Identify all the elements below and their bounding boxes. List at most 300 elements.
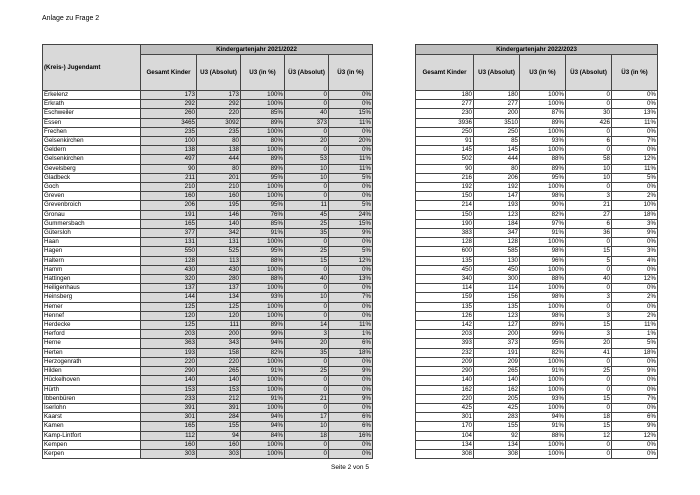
cell-2022-col3: 100% — [520, 302, 566, 311]
cell-2021-col4: 0 — [285, 440, 329, 449]
cell-2021-col1: 430 — [141, 265, 197, 274]
cell-2021-col3: 85% — [241, 109, 285, 118]
cell-2021-col1: 3465 — [141, 118, 197, 127]
table-row — [43, 431, 373, 440]
cell-2022-col5: 9% — [612, 367, 658, 376]
cell-2021-col2: 155 — [197, 422, 241, 431]
cell-2022-col3: 98% — [520, 311, 566, 320]
cell-2022-col3: 91% — [520, 229, 566, 238]
cell-2022-col5: 0% — [612, 284, 658, 293]
cell-2022-col4: 58 — [566, 155, 612, 164]
cell-2022-col1: 203 — [416, 330, 474, 339]
cell-2021-col1: 125 — [141, 321, 197, 330]
cell-2021-col3: 100% — [241, 440, 285, 449]
table-row — [43, 265, 373, 274]
cell-2022-col4: 0 — [566, 127, 612, 136]
cell-2021-col1: 138 — [141, 146, 197, 155]
cell-2022-col1: 104 — [416, 431, 474, 440]
table-row — [416, 238, 658, 247]
cell-2022-col1: 114 — [416, 284, 474, 293]
table-row — [416, 293, 658, 302]
col-u3-abs: U3 (Absolut) — [197, 55, 241, 91]
table-row — [416, 146, 658, 155]
cell-2022-col3: 98% — [520, 293, 566, 302]
cell-2022-col5: 7% — [612, 137, 658, 146]
table-row — [43, 321, 373, 330]
cell-2022-col1: 128 — [416, 238, 474, 247]
cell-2021-col5: 0% — [329, 302, 373, 311]
table-row — [43, 210, 373, 219]
cell-2022-col2: 128 — [474, 238, 520, 247]
table-row — [43, 385, 373, 394]
cell-2022-col3: 89% — [520, 164, 566, 173]
cell-2021-col4: 0 — [285, 311, 329, 320]
jugendamt-name: Frechen — [43, 127, 141, 136]
cell-2021-col3: 88% — [241, 275, 285, 284]
cell-2021-col3: 100% — [241, 403, 285, 412]
table-row — [416, 403, 658, 412]
table-row — [416, 348, 658, 357]
cell-2022-col5: 0% — [612, 265, 658, 274]
table-row — [43, 394, 373, 403]
cell-2022-col1: 216 — [416, 173, 474, 182]
cell-2021-col3: 100% — [241, 385, 285, 394]
cell-2022-col1: 383 — [416, 229, 474, 238]
cell-2022-col5: 6% — [612, 413, 658, 422]
cell-2022-col1: 600 — [416, 247, 474, 256]
cell-2021-col4: 20 — [285, 339, 329, 348]
table-row — [416, 440, 658, 449]
cell-2022-col5: 4% — [612, 256, 658, 265]
cell-2022-col4: 0 — [566, 403, 612, 412]
cell-2022-col3: 82% — [520, 210, 566, 219]
cell-2022-col3: 100% — [520, 100, 566, 109]
cell-2022-col1: 134 — [416, 440, 474, 449]
cell-2021-col1: 320 — [141, 275, 197, 284]
cell-2021-col2: 195 — [197, 201, 241, 210]
cell-2022-col4: 0 — [566, 183, 612, 192]
cell-2022-col3: 89% — [520, 118, 566, 127]
cell-2021-col4: 0 — [285, 192, 329, 201]
cell-2022-col3: 88% — [520, 431, 566, 440]
jugendamt-name: Kamp-Lintfort — [43, 431, 141, 440]
cell-2022-col3: 99% — [520, 330, 566, 339]
cell-2021-col3: 100% — [241, 311, 285, 320]
cell-2022-col2: 200 — [474, 109, 520, 118]
cell-2021-col4: 21 — [285, 394, 329, 403]
cell-2021-col5: 0% — [329, 403, 373, 412]
cell-2022-col5: 13% — [612, 109, 658, 118]
cell-2021-col2: 220 — [197, 357, 241, 366]
cell-2022-col5: 5% — [612, 173, 658, 182]
cell-2022-col4: 12 — [566, 431, 612, 440]
cell-2022-col2: 585 — [474, 247, 520, 256]
cell-2021-col3: 100% — [241, 284, 285, 293]
cell-2022-col3: 100% — [520, 449, 566, 458]
table-row — [416, 201, 658, 210]
cell-2022-col3: 95% — [520, 173, 566, 182]
cell-2022-col1: 340 — [416, 275, 474, 284]
cell-2021-col2: 280 — [197, 275, 241, 284]
jugendamt-name: Herford — [43, 330, 141, 339]
cell-2021-col2: 111 — [197, 321, 241, 330]
cell-2021-col2: 94 — [197, 431, 241, 440]
cell-2021-col3: 91% — [241, 394, 285, 403]
cell-2021-col1: 191 — [141, 210, 197, 219]
cell-2022-col5: 9% — [612, 422, 658, 431]
table-row — [43, 422, 373, 431]
cell-2022-col5: 11% — [612, 118, 658, 127]
cell-2022-col5: 3% — [612, 219, 658, 228]
cell-2022-col4: 0 — [566, 449, 612, 458]
cell-2021-col5: 9% — [329, 229, 373, 238]
table-row — [416, 330, 658, 339]
table-row — [416, 100, 658, 109]
cell-2022-col1: 140 — [416, 376, 474, 385]
cell-2021-col4: 0 — [285, 449, 329, 458]
cell-2022-col1: 170 — [416, 422, 474, 431]
table-row — [416, 367, 658, 376]
cell-2021-col3: 100% — [241, 449, 285, 458]
cell-2022-col5: 10% — [612, 201, 658, 210]
cell-2022-col2: 123 — [474, 210, 520, 219]
cell-2021-col1: 363 — [141, 339, 197, 348]
cell-2022-col1: 135 — [416, 256, 474, 265]
cell-2022-col3: 100% — [520, 385, 566, 394]
cell-2022-col4: 15 — [566, 422, 612, 431]
cell-2022-col2: 206 — [474, 173, 520, 182]
cell-2022-col1: 502 — [416, 155, 474, 164]
table-row — [43, 293, 373, 302]
jugendamt-name: Hilden — [43, 367, 141, 376]
cell-2022-col1: 277 — [416, 100, 474, 109]
cell-2022-col2: 85 — [474, 137, 520, 146]
cell-2022-col2: 277 — [474, 100, 520, 109]
cell-2022-col5: 5% — [612, 339, 658, 348]
cell-2021-col4: 0 — [285, 265, 329, 274]
cell-2021-col2: 201 — [197, 173, 241, 182]
cell-2022-col1: 150 — [416, 192, 474, 201]
cell-2021-col5: 0% — [329, 265, 373, 274]
cell-2021-col1: 140 — [141, 376, 197, 385]
cell-2022-col3: 93% — [520, 394, 566, 403]
cell-2021-col5: 24% — [329, 210, 373, 219]
table-row — [416, 137, 658, 146]
jugendamt-name: Herdecke — [43, 321, 141, 330]
cell-2021-col4: 10 — [285, 164, 329, 173]
cell-2022-col2: 193 — [474, 201, 520, 210]
jugendamt-name: Hückelhoven — [43, 376, 141, 385]
cell-2021-col4: 10 — [285, 422, 329, 431]
cell-2022-col3: 100% — [520, 127, 566, 136]
cell-2021-col3: 89% — [241, 155, 285, 164]
table-row — [43, 302, 373, 311]
cell-2022-col4: 0 — [566, 238, 612, 247]
table-row — [416, 357, 658, 366]
cell-2021-col4: 0 — [285, 284, 329, 293]
cell-2021-col4: 0 — [285, 183, 329, 192]
cell-2021-col4: 10 — [285, 293, 329, 302]
cell-2022-col4: 3 — [566, 293, 612, 302]
row-header: (Kreis-) Jugendamt — [43, 45, 141, 91]
cell-2022-col4: 30 — [566, 109, 612, 118]
table-row — [416, 247, 658, 256]
cell-2022-col4: 18 — [566, 413, 612, 422]
cell-2021-col3: 80% — [241, 137, 285, 146]
cell-2021-col3: 100% — [241, 376, 285, 385]
table-row — [43, 284, 373, 293]
jugendamt-name: Gevelsberg — [43, 164, 141, 173]
cell-2021-col4: 35 — [285, 348, 329, 357]
cell-2021-col3: 100% — [241, 265, 285, 274]
cell-2021-col4: 53 — [285, 155, 329, 164]
cell-2021-col2: 113 — [197, 256, 241, 265]
cell-2022-col5: 12% — [612, 155, 658, 164]
cell-2021-col4: 0 — [285, 238, 329, 247]
jugendamt-name: Ibbenbüren — [43, 394, 141, 403]
cell-2022-col4: 3 — [566, 311, 612, 320]
cell-2022-col2: 184 — [474, 219, 520, 228]
cell-2021-col1: 131 — [141, 238, 197, 247]
cell-2021-col2: 134 — [197, 293, 241, 302]
cell-2021-col3: 100% — [241, 302, 285, 311]
cell-2022-col2: 308 — [474, 449, 520, 458]
cell-2022-col3: 100% — [520, 238, 566, 247]
cell-2021-col1: 100 — [141, 137, 197, 146]
cell-2022-col4: 0 — [566, 265, 612, 274]
table-row — [416, 311, 658, 320]
cell-2022-col4: 25 — [566, 367, 612, 376]
cell-2022-col5: 18% — [612, 348, 658, 357]
table-row — [43, 238, 373, 247]
cell-2021-col4: 0 — [285, 376, 329, 385]
cell-2022-col5: 12% — [612, 275, 658, 284]
cell-2022-col1: 145 — [416, 146, 474, 155]
cell-2021-col5: 0% — [329, 284, 373, 293]
cell-2022-col5: 11% — [612, 164, 658, 173]
cell-2021-col1: 90 — [141, 164, 197, 173]
cell-2021-col5: 15% — [329, 219, 373, 228]
cell-2021-col3: 91% — [241, 367, 285, 376]
cell-2022-col2: 283 — [474, 413, 520, 422]
cell-2021-col1: 235 — [141, 127, 197, 136]
table-row — [43, 256, 373, 265]
cell-2022-col4: 0 — [566, 91, 612, 100]
cell-2021-col1: 206 — [141, 201, 197, 210]
table-row — [43, 155, 373, 164]
table-row — [43, 376, 373, 385]
cell-2021-col2: 343 — [197, 339, 241, 348]
cell-2022-col3: 98% — [520, 247, 566, 256]
cell-2021-col4: 15 — [285, 256, 329, 265]
cell-2022-col3: 100% — [520, 183, 566, 192]
table-row — [43, 192, 373, 201]
cell-2022-col1: 393 — [416, 339, 474, 348]
cell-2021-col2: 235 — [197, 127, 241, 136]
cell-2021-col2: 80 — [197, 164, 241, 173]
cell-2022-col5: 12% — [612, 431, 658, 440]
cell-2022-col1: 159 — [416, 293, 474, 302]
cell-2021-col1: 220 — [141, 357, 197, 366]
cell-2022-col2: 130 — [474, 256, 520, 265]
table-row — [43, 367, 373, 376]
cell-2022-col5: 3% — [612, 247, 658, 256]
cell-2022-col4: 426 — [566, 118, 612, 127]
cell-2021-col3: 100% — [241, 91, 285, 100]
cell-2022-col2: 373 — [474, 339, 520, 348]
table-row — [416, 394, 658, 403]
cell-2021-col3: 100% — [241, 183, 285, 192]
cell-2021-col2: 444 — [197, 155, 241, 164]
jugendamt-name: Eschweiler — [43, 109, 141, 118]
col-u3-pct: U3 (in %) — [520, 55, 566, 91]
table-row — [416, 302, 658, 311]
table-row — [43, 118, 373, 127]
cell-2021-col4: 40 — [285, 109, 329, 118]
cell-2022-col4: 40 — [566, 275, 612, 284]
cell-2021-col2: 220 — [197, 109, 241, 118]
cell-2022-col2: 140 — [474, 376, 520, 385]
cell-2021-col1: 144 — [141, 293, 197, 302]
cell-2021-col5: 20% — [329, 137, 373, 146]
cell-2021-col1: 125 — [141, 302, 197, 311]
cell-2021-col3: 94% — [241, 339, 285, 348]
cell-2021-col2: 80 — [197, 137, 241, 146]
cell-2021-col2: 525 — [197, 247, 241, 256]
table-row — [416, 321, 658, 330]
page-footer: Seite 2 von 5 — [331, 464, 369, 471]
cell-2022-col1: 230 — [416, 109, 474, 118]
cell-2021-col4: 0 — [285, 302, 329, 311]
cell-2022-col3: 100% — [520, 284, 566, 293]
jugendamt-name: Heinsberg — [43, 293, 141, 302]
cell-2022-col2: 250 — [474, 127, 520, 136]
cell-2021-col1: 210 — [141, 183, 197, 192]
cell-2021-col1: 292 — [141, 100, 197, 109]
cell-2021-col2: 160 — [197, 192, 241, 201]
cell-2021-col5: 1% — [329, 330, 373, 339]
cell-2022-col5: 0% — [612, 376, 658, 385]
cell-2021-col3: 94% — [241, 422, 285, 431]
cell-2022-col4: 15 — [566, 394, 612, 403]
table-row — [416, 339, 658, 348]
cell-2021-col3: 94% — [241, 413, 285, 422]
table-row — [43, 183, 373, 192]
cell-2021-col4: 0 — [285, 127, 329, 136]
cell-2021-col5: 9% — [329, 394, 373, 403]
cell-2022-col5: 0% — [612, 127, 658, 136]
cell-2021-col3: 89% — [241, 321, 285, 330]
cell-2022-col2: 92 — [474, 431, 520, 440]
cell-2021-col5: 0% — [329, 100, 373, 109]
cell-2021-col2: 430 — [197, 265, 241, 274]
cell-2022-col4: 3 — [566, 330, 612, 339]
table-row — [43, 357, 373, 366]
cell-2021-col3: 85% — [241, 219, 285, 228]
cell-2022-col1: 301 — [416, 413, 474, 422]
jugendamt-name: Kaarst — [43, 413, 141, 422]
cell-2022-col4: 21 — [566, 201, 612, 210]
table-row — [43, 330, 373, 339]
table-row — [43, 127, 373, 136]
table-row — [43, 413, 373, 422]
cell-2021-col1: 193 — [141, 348, 197, 357]
jugendamt-name: Goch — [43, 183, 141, 192]
cell-2021-col2: 303 — [197, 449, 241, 458]
cell-2022-col5: 0% — [612, 357, 658, 366]
cell-2021-col5: 11% — [329, 118, 373, 127]
cell-2021-col5: 11% — [329, 321, 373, 330]
cell-2021-col2: 265 — [197, 367, 241, 376]
cell-2022-col1: 135 — [416, 302, 474, 311]
col-u3-pct: U3 (in %) — [241, 55, 285, 91]
cell-2022-col4: 41 — [566, 348, 612, 357]
cell-2022-col4: 6 — [566, 137, 612, 146]
cell-2021-col2: 138 — [197, 146, 241, 155]
cell-2021-col3: 89% — [241, 164, 285, 173]
jugendamt-name: Haltern — [43, 256, 141, 265]
cell-2022-col5: 7% — [612, 394, 658, 403]
table-row — [43, 146, 373, 155]
cell-2021-col1: 377 — [141, 229, 197, 238]
cell-2021-col2: 140 — [197, 219, 241, 228]
cell-2021-col1: 173 — [141, 91, 197, 100]
jugendamt-name: Iserlohn — [43, 403, 141, 412]
cell-2021-col1: 550 — [141, 247, 197, 256]
cell-2021-col2: 342 — [197, 229, 241, 238]
cell-2021-col2: 140 — [197, 376, 241, 385]
table-row — [416, 275, 658, 284]
cell-2021-col5: 0% — [329, 449, 373, 458]
cell-2021-col4: 35 — [285, 229, 329, 238]
cell-2022-col1: 209 — [416, 357, 474, 366]
cell-2021-col5: 0% — [329, 376, 373, 385]
cell-2022-col2: 347 — [474, 229, 520, 238]
cell-2022-col2: 145 — [474, 146, 520, 155]
table-row — [416, 284, 658, 293]
cell-2021-col1: 303 — [141, 449, 197, 458]
cell-2021-col1: 290 — [141, 367, 197, 376]
cell-2022-col4: 6 — [566, 219, 612, 228]
cell-2022-col3: 100% — [520, 91, 566, 100]
cell-2022-col4: 20 — [566, 339, 612, 348]
cell-2021-col2: 125 — [197, 302, 241, 311]
cell-2022-col2: 180 — [474, 91, 520, 100]
cell-2022-col3: 100% — [520, 265, 566, 274]
cell-2021-col2: 173 — [197, 91, 241, 100]
cell-2022-col3: 91% — [520, 422, 566, 431]
cell-2022-col2: 200 — [474, 330, 520, 339]
table-row — [416, 376, 658, 385]
table-row — [43, 311, 373, 320]
cell-2021-col5: 6% — [329, 422, 373, 431]
cell-2022-col3: 94% — [520, 413, 566, 422]
cell-2021-col1: 165 — [141, 219, 197, 228]
cell-2021-col1: 137 — [141, 284, 197, 293]
cell-2022-col2: 135 — [474, 302, 520, 311]
cell-2021-col3: 95% — [241, 247, 285, 256]
cell-2022-col3: 100% — [520, 440, 566, 449]
cell-2021-col3: 88% — [241, 256, 285, 265]
cell-2022-col2: 123 — [474, 311, 520, 320]
cell-2021-col3: 84% — [241, 431, 285, 440]
cell-2022-col4: 27 — [566, 210, 612, 219]
table-row — [43, 91, 373, 100]
jugendamt-name: Grevenbroich — [43, 201, 141, 210]
table-row — [416, 173, 658, 182]
jugendamt-name: Hennef — [43, 311, 141, 320]
cell-2022-col2: 191 — [474, 348, 520, 357]
